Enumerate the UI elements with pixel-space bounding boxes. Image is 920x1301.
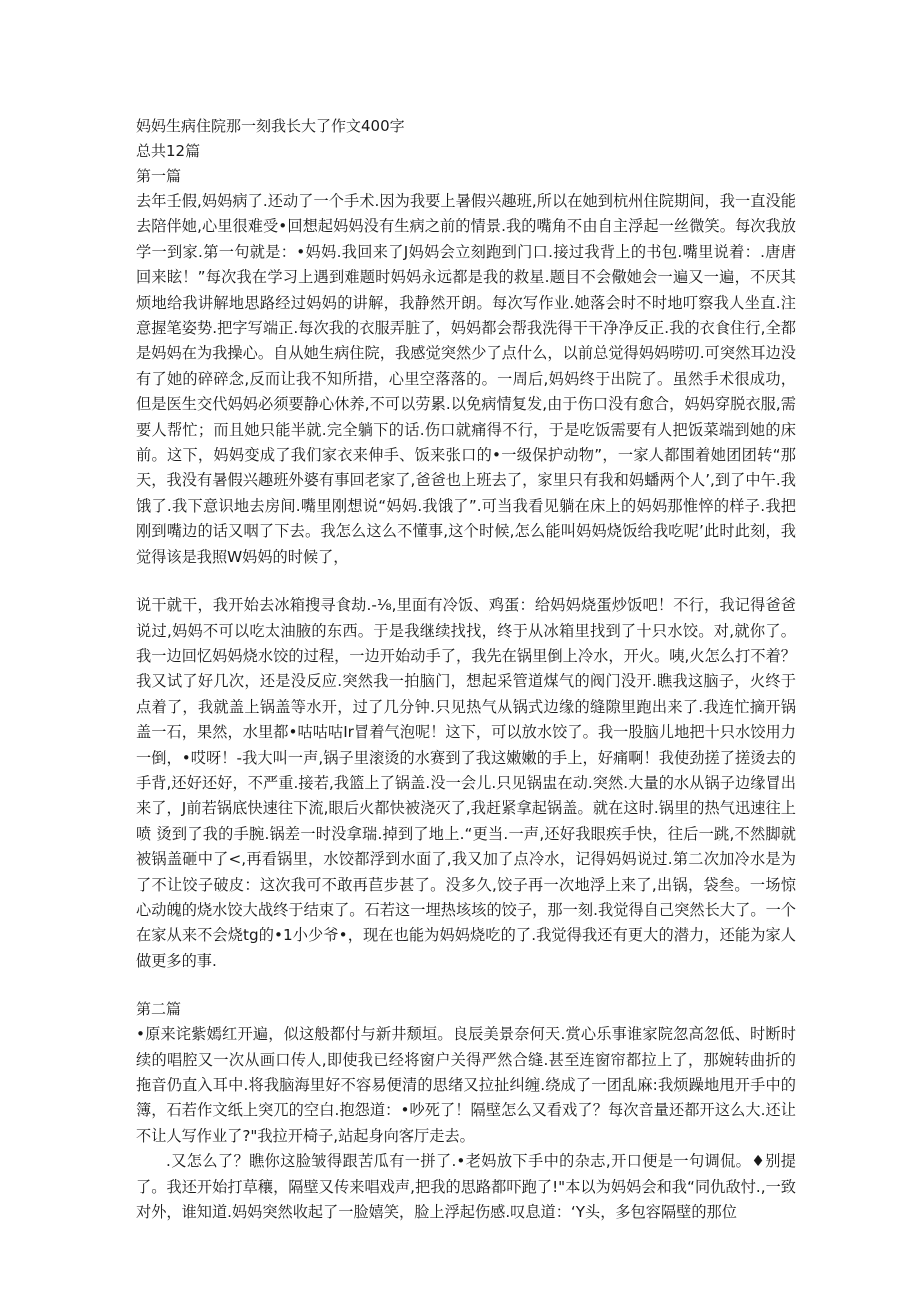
section-1 — [136, 164, 796, 974]
paragraph: •原来诧紫嫣红开遍，似这般都付与新井颓垣。良辰美景奈何天.赏心乐事谁家院忽高忽低、时断时续的唱腔又一次从画口传人,即使我已经将窗户关得严然合缝.甚至连窗帘都拉上了，那婉转曲折的拖音仍直入耳中.将我脑海里好不容易便清的思绪又拉扯纠缠.绕成了一团乱麻:我烦躁地甩开手中的簿，石若作文纸上突兀的空白.抱怨道：•吵死了！隔壁怎么又看戏了？每次音量还都开这么大.还让不让人写作业了?"我拉开椅子,站起身向客厅走去。 — [136, 1025, 796, 1145]
paragraph: 说干就干，我开始去冰箱搜寻食劫.-⅛,里面有冷饭、鸡蛋：给妈妈烧蛋炒饭吧！不行，我记得爸爸说过,妈妈不可以吃太油腋的东西。于是我继续找找，终于从冰箱里找到了十只水饺。对,就你了。我一边回忆妈妈烧水饺的过程，一边开始动手了，我先在锅里倒上冷水，开火。咦,火怎么打不着？我又试了好几次，还是没反应.突然我一拍脑门，想起采管道煤气的阀门没开.瞧我这脑子，火终于点着了，我就盖上锅盖等水开，过了几分钟.只见热气从锅式边缘的缝隙里跑出来了.我连忙摘开锅盖一石，果然，水里都•咕咕咕Ir冒着气泡呢！这下，可以放水饺了。我一股脑儿地把十只水饺用力一倒，•哎呀！-我大叫一声,锅子里滚烫的水赛到了我这嫩嫩的手上，好痛啊！我使劲搓了搓烫去的手背,还好还好，不严重.接若,我篮上了锅盖.没一会儿.只见锅盅在动.突然.大量的水从锅子边缘冒出来了，J前若锅底快速往下流,眼后火都快被浇灭了,我赶紧拿起锅盖。就在这时.锅里的热气迅速往上喷 烫到了我的手腕.锅差一时没拿瑞.掉到了地上.“更当.一声,还好我眼疾手快，往后一跳,不然脚就被锅盖砸中了<,再看锅里，水饺都浮到水面了,我又加了点冷水，记得妈妈说过.第二次加冷水是为了不让饺子破皮：这次我可不敢再苣步甚了。没多久,饺子再一次地浮上来了,出锅，袋叁。一场惊心动魄的烧水饺大战终于结束了。石若这一埋热垓垓的饺子，那一刻.我觉得自己突然长大了。一个在家从来不会烧tg的•1小少爷•，现在也能为妈妈烧吃的了.我觉得我还有更大的潜力，还能为家人做更多的事. — [136, 596, 796, 970]
paragraph: 去年壬假,妈妈病了.还动了一个手术.因为我要上暑假兴趣班,所以在她到杭州住院期间，我一直没能去陪伴她,心里很难受•回想起妈妈没有生病之前的情景.我的嘴角不由自主浮起一丝微笑。每次我放学一到家.第一句就是：•妈妈.我回来了J妈妈会立刻跑到门口.接过我背上的书包.嘴里说着：.唐唐回来眩！”每次我在学习上遇到难题时妈妈永远都是我的救星.题目不会儆她会一遍又一遍，不厌其烦地给我讲解地思路经过妈妈的讲解，我静然开朗。每次写作业.她落会时不时地叮察我人坐直.注意握笔姿势.把字写端正.每次我的衣服弄脏了，妈妈都会帮我洗得干干净净反正.我的衣食住行,全都是妈妈在为我操心。自从她生病住院，我感觉突然少了点什么，以前总觉得妈妈唠叨.可突然耳边没有了她的碎碎念,反而让我不知所措，心里空落落的。一周后,妈妈终于出院了。虽然手术很成功，但是医生交代妈妈必须要静心休养,不可以劳累.以免病情复发,由于伤口没有愈合，妈妈穿脱衣服,需要人帮忙；而且她只能半就.完全躺下的话.伤口就痛得不行，于是吃饭需要有人把饭菜端到她的床前。这下，妈妈变成了我们家衣来伸手、饭来张口的•一级保护动物”，一家人都围着她团团转“那天，我没有暑假兴趣班外婆有事回老家了,爸爸也上班去了，家里只有我和妈蟠两个人’,到了中午.我饿了.我下意识地去房间.嘴里刚想说“妈妈.我饿了”.可当我看见躺在床上的妈妈那惟悴的样子.我把刚到嘴边的话又咽了下去。我怎么这么不懂事,这个时候,怎么能叫妈妈烧饭给我吃呢’此时此刻，我觉得该是我照W妈妈的时候了， — [136, 192, 796, 566]
article-count: 总共12篇 — [136, 142, 201, 160]
paragraph: .又怎么了？瞧你这脸皱得跟苦瓜有一拼了.•老妈放下手中的杂志,开口便是一句调侃。♦别提了。我还开始打草穰，隔壁又传来唱戏声,把我的思路都吓跑了!"本以为妈妈会和我“同仇敌忖.,一致对外，谁知道.妈妈突然收起了一脸嬉笑，脸上浮起伤感.叹息道：‘Y头，多包容隔壁的那位 — [136, 1152, 796, 1222]
section-heading: 第一篇 — [136, 167, 182, 185]
section-2 — [136, 997, 796, 1225]
document-title: 妈妈生病住院那一刻我长大了作文400字 — [136, 117, 405, 135]
document-page — [136, 114, 796, 1225]
section-heading: 第二篇 — [136, 1000, 182, 1019]
